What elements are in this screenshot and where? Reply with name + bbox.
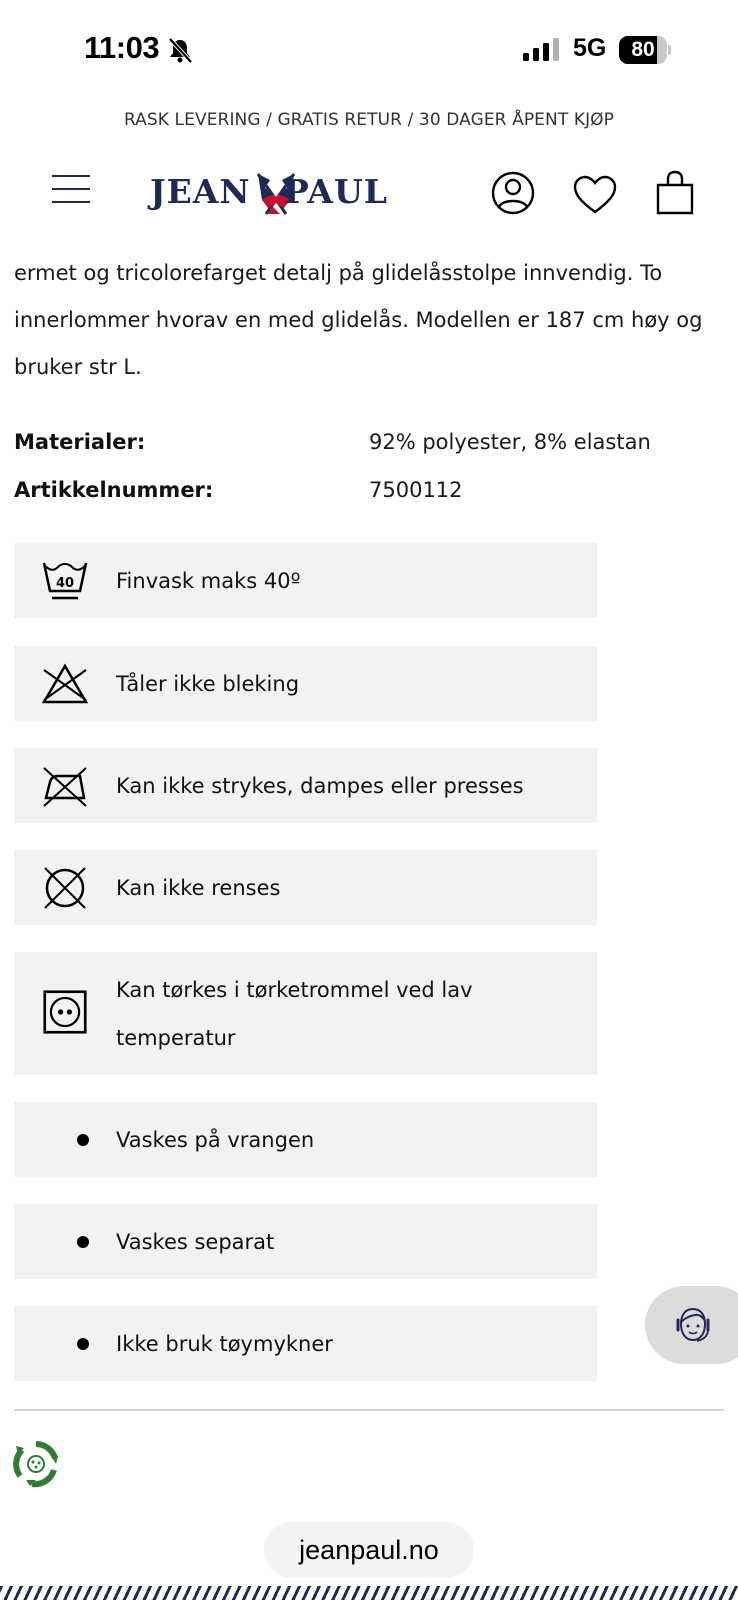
care-text: Finvask maks 40º	[116, 569, 301, 593]
spec-materials	[14, 430, 724, 464]
cellular-signal-icon	[522, 38, 562, 62]
customer-support-icon	[673, 1304, 713, 1346]
status-time: 11:03	[84, 30, 160, 65]
spec-value: 7500112	[369, 478, 463, 502]
user-account-icon[interactable]	[490, 170, 536, 216]
tumble-dry-low-icon	[40, 990, 90, 1034]
heart-icon[interactable]	[572, 172, 618, 218]
care-text: Tåler ikke bleking	[116, 672, 300, 696]
logo-text-right: PAUL	[284, 172, 388, 211]
care-text: Kan ikke renses	[116, 876, 281, 900]
care-text: Vaskes på vrangen	[116, 1128, 315, 1152]
network-type: 5G	[573, 34, 607, 62]
decorative-stripe	[0, 1586, 738, 1600]
wash-temperature: 40	[55, 576, 75, 591]
bullet-icon	[77, 1338, 89, 1350]
spec-value: 92% polyester, 8% elastan	[369, 430, 651, 454]
battery-icon	[619, 36, 671, 64]
hamburger-menu-icon[interactable]	[52, 172, 90, 206]
shopping-bag-icon[interactable]	[652, 170, 698, 216]
brand-logo[interactable]	[150, 170, 412, 218]
logo-text-left: JEAN	[150, 172, 251, 211]
care-item	[14, 1306, 597, 1381]
bullet-icon	[77, 1236, 89, 1248]
bell-slash-icon	[166, 36, 194, 64]
no-iron-icon	[40, 764, 90, 808]
care-item	[14, 850, 597, 925]
no-bleach-icon	[40, 662, 90, 706]
recycle-icon	[12, 1440, 60, 1488]
spec-article-number	[14, 478, 724, 512]
product-description: ermet og tricolorefarget detalj på glidelåsstolpe innvendig. To innerlommer hvorav en med glidelås. Modellen er 187 cm høy og bruker str L.	[14, 261, 703, 379]
bullet-icon	[77, 1134, 89, 1146]
divider	[14, 1409, 724, 1411]
care-text: Ikke bruk tøymykner	[116, 1332, 333, 1356]
care-item	[14, 1102, 597, 1177]
care-text: Kan tørkes i tørketrommel ved lav temperatur	[116, 978, 473, 1050]
care-item	[14, 646, 597, 721]
browser-url[interactable]: jeanpaul.no	[264, 1522, 474, 1578]
wash-40-icon	[40, 559, 90, 603]
spec-label: Materialer:	[14, 430, 146, 454]
care-text: Kan ikke strykes, dampes eller presses	[116, 774, 524, 798]
care-item	[14, 543, 597, 618]
no-dry-clean-icon	[40, 866, 90, 910]
spec-label: Artikkelnummer:	[14, 478, 214, 502]
care-item	[14, 748, 597, 823]
status-bar	[0, 0, 738, 100]
care-item	[14, 1204, 597, 1279]
promo-banner[interactable]: RASK LEVERING / GRATIS RETUR / 30 DAGER ÅPENT KJØP	[123, 110, 615, 130]
care-text: Vaskes separat	[116, 1230, 275, 1254]
battery-percent: 80	[631, 38, 655, 61]
customer-support-button[interactable]	[645, 1286, 738, 1364]
care-item	[14, 952, 597, 1075]
